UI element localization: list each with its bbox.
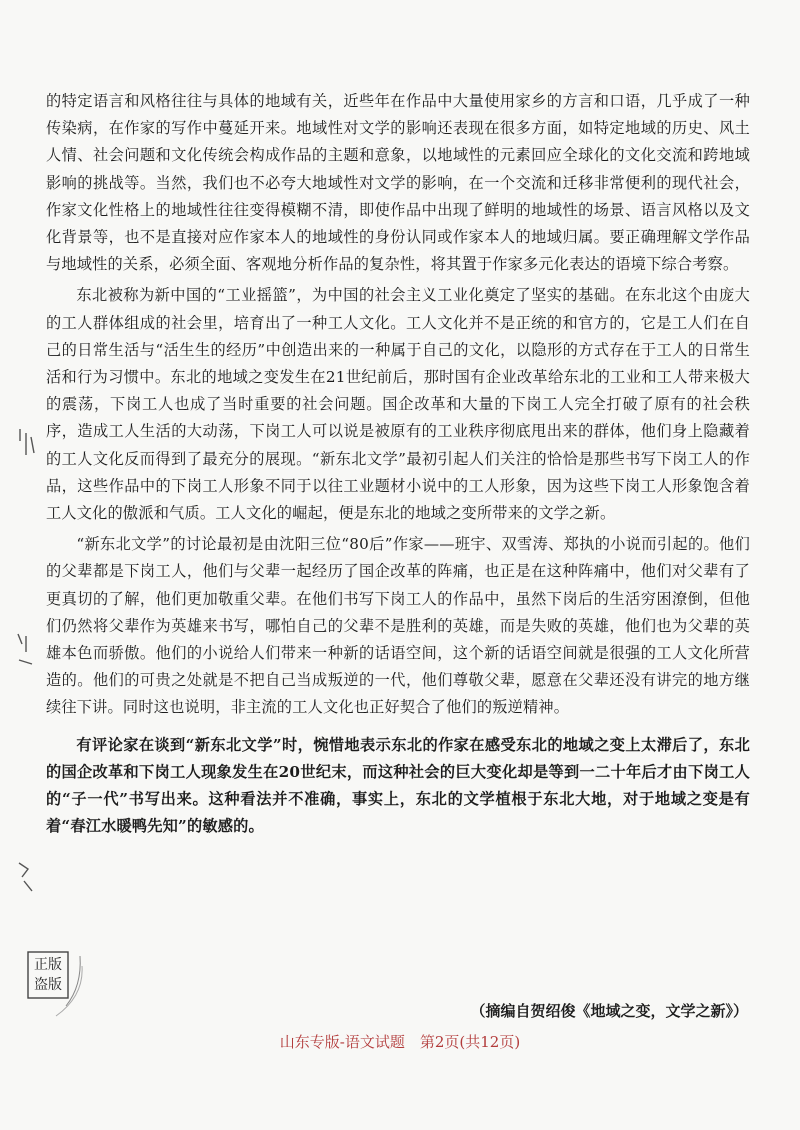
paragraph-2: 东北被称为新中国的“工业摇篮”，为中国的社会主义工业化奠定了坚实的基础。在东北这个由庞大的工人群体组成的社会里，培育出了一种工人文化。工人文化并不是正统的和官方的，它是工人们在自己的日常生活与“活生生的经历”中创造出来的一种属于自己的文化，以隐形的方式存在于工人的日常生活和行为习惯中。东北的地域之变发生在21世纪前后，那时国有企业改革给东北的工业和工人带来极大的震荡，下岗工人也成了当时重要的社会问题。国企改革和大量的下岗工人完全打破了原有的社会秩序，造成工人生活的大动荡，下岗工人可以说是被原有的工业秩序彻底甩出来的群体，他们身上隐藏着的工人文化反而得到了最充分的展现。“新东北文学”最初引起人们关注的恰恰是那些书写下岗工人的作品，这些作品中的下岗工人形象不同于以往工业题材小说中的工人形象，因为这些下岗工人形象饱含着工人文化的傲派和气质。工人文化的崛起，便是东北的地域之变所带来的文学之新。: [46, 286, 750, 523]
binding-margin-marks: [14, 425, 40, 985]
paragraph-3: “新东北文学”的讨论最初是由沈阳三位“80后”作家——班宇、双雪涛、郑执的小说而引起的。他们的父辈都是下岗工人，他们与父辈一起经历了国企改革的阵痛，也正是在这种阵痛中，他们对父辈有了更真切的了解，他们更加敬重父辈。在他们书写下岗工人的作品中，虽然下岗后的生活穷困潦倒，但他们仍然将父辈作为英雄来书写，哪怕自己的父辈不是胜利的英雄，而是失败的英雄，他们也为父辈的英雄本色而骄傲。他们的小说给人们带来一种新的话语空间，这个新的话语空间就是很强的工人文化所营造的。他们的可贵之处就是不把自己当成叛逆的一代，他们尊敬父辈，愿意在父辈还没有讲完的地方继续往下讲。同时这也说明，非主流的工人文化也正好契合了他们的叛逆精神。: [46, 535, 750, 717]
margin-scribble-icon: [14, 857, 38, 899]
stamp-line-2: 盗版: [34, 977, 62, 993]
anti-piracy-stamp: [26, 946, 84, 1030]
margin-scribble-icon: [14, 425, 38, 467]
stamp-line-1: 正版: [34, 957, 62, 973]
source-citation: （摘编自贺绍俊《地域之变，文学之新》）: [470, 1002, 748, 1020]
paragraph-1: 的特定语言和风格往往与具体的地域有关，近些年在作品中大量使用家乡的方言和口语，几乎成了一种传染病，在作家的写作中蔓延开来。地域性对文学的影响还表现在很多方面，如特定地域的历史、风土人情、社会问题和文化传统会构成作品的主题和意象，以地域性的元素回应全球化的文化交流和跨地域影响的挑战等。当然，我们也不必夸大地域性对文学的影响，在一个交流和迁移非常便利的现代社会，作家文化性格上的地域性往往变得模糊不清，即使作品中出现了鲜明的地域性的场景、语言风格以及文化背景等，也不是直接对应作家本人的地域性的身份认同或作家本人的地域归属。要正确理解文学作品与地域性的关系，必须全面、客观地分析作品的复杂性，将其置于作家多元化表达的语境下综合考察。: [46, 92, 750, 274]
page-footer: 山东专版-语文试题 第2页(共12页): [279, 1033, 521, 1051]
paragraph-4: 有评论家在谈到“新东北文学”时，惋惜地表示东北的作家在感受东北的地域之变上太滞后了，东北的国企改革和下岗工人现象发生在20世纪末，而这种社会的巨大变化却是等到一二十年后才由下岗工人的“子一代”书写出来。这种看法并不准确，事实上，东北的文学植根于东北大地，对于地域之变是有着“春江水暖鸭先知”的敏感的。: [46, 735, 750, 836]
article-body: [46, 88, 750, 840]
margin-scribble-icon: [14, 630, 38, 672]
